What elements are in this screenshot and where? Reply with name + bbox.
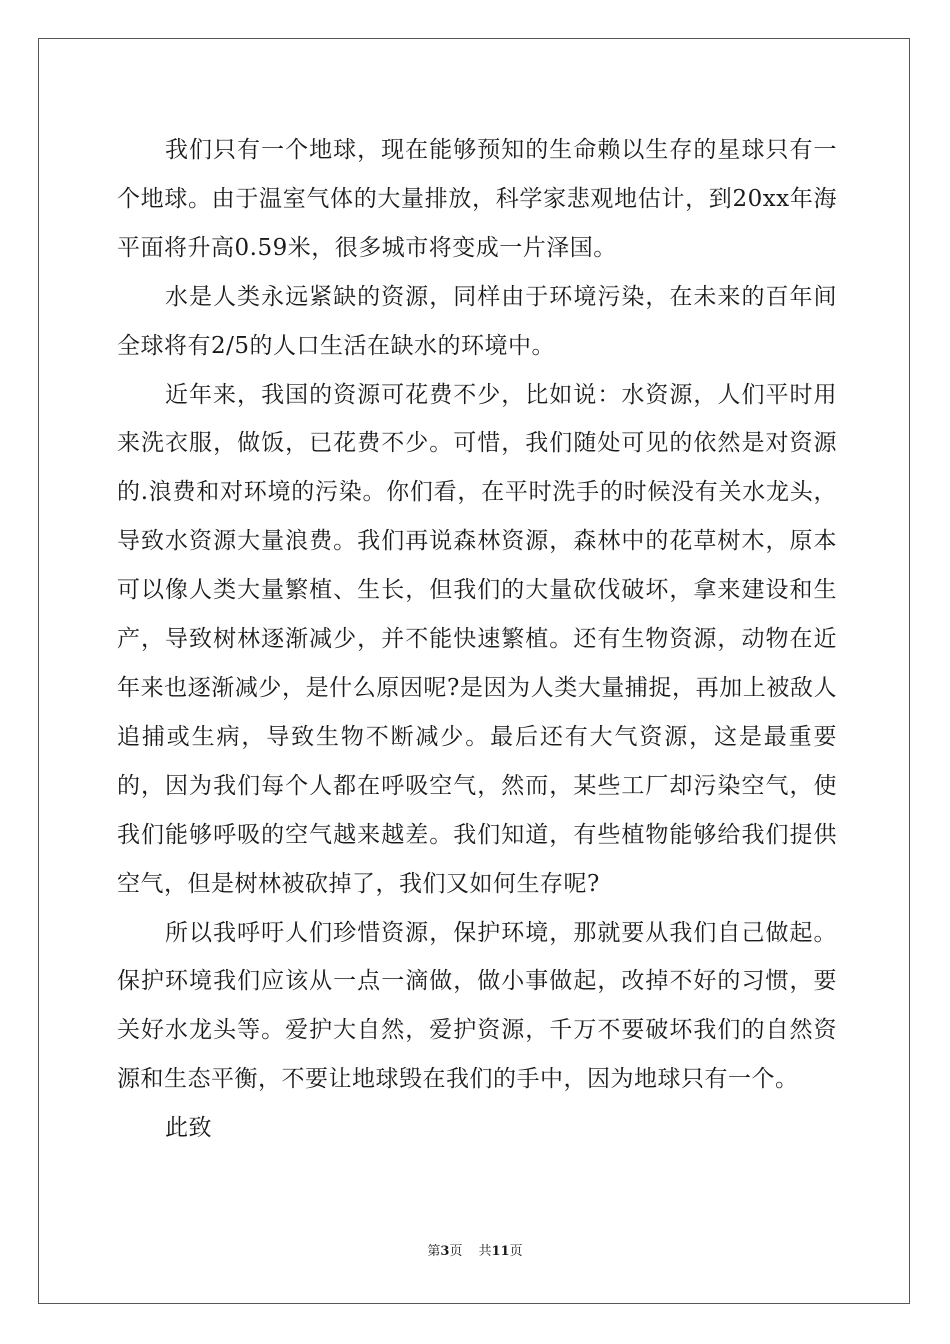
footer-page-suffix: 页: [449, 1244, 463, 1259]
paragraph: 水是人类永远紧缺的资源，同样由于环境污染，在未来的百年间全球将有2/5的人口生活在缺水的环境中。: [117, 283, 837, 359]
document-body: [117, 126, 837, 1153]
closing-salutation: 此致: [165, 1115, 212, 1142]
footer-total-suffix: 页: [509, 1244, 523, 1259]
page-footer: [0, 1244, 950, 1260]
total-pages-number: 11: [491, 1244, 510, 1259]
current-page-number: 3: [440, 1244, 450, 1259]
footer-prefix: 第: [427, 1244, 441, 1259]
footer-total-prefix: 共: [478, 1244, 492, 1259]
paragraph: 近年来，我国的资源可花费不少，比如说：水资源，人们平时用来洗衣服，做饭，已花费不少。可惜，我们随处可见的依然是对资源的.浪费和对环境的污染。你们看，在平时洗手的时候没有关水龙头，导致水资源大量浪费。我们再说森林资源，森林中的花草树木，原本可以像人类大量繁植、生长，但我们的大量砍伐破坏，拿来建设和生产，导致树林逐渐减少，并不能快速繁植。还有生物资源，动物在近年来也逐渐减少，是什么原因呢?是因为人类大量捕捉，再加上被敌人追捕或生病，导致生物不断减少。最后还有大气资源，这是最重要的，因为我们每个人都在呼吸空气，然而，某些工厂却污染空气，使我们能够呼吸的空气越来越差。我们知道，有些植物能够给我们提供空气，但是树林被砍掉了，我们又如何生存呢?: [117, 381, 837, 897]
paragraph: 我们只有一个地球，现在能够预知的生命赖以生存的星球只有一个地球。由于温室气体的大量排放，科学家悲观地估计，到20xx年海平面将升高0.59米，很多城市将变成一片泽国。: [117, 137, 837, 261]
paragraph: 所以我呼吁人们珍惜资源，保护环境，那就要从我们自己做起。保护环境我们应该从一点一滴做，做小事做起，改掉不好的习惯，要关好水龙头等。爱护大自然，爱护资源，千万不要破坏我们的自然资源和生态平衡，不要让地球毁在我们的手中，因为地球只有一个。: [117, 919, 837, 1093]
